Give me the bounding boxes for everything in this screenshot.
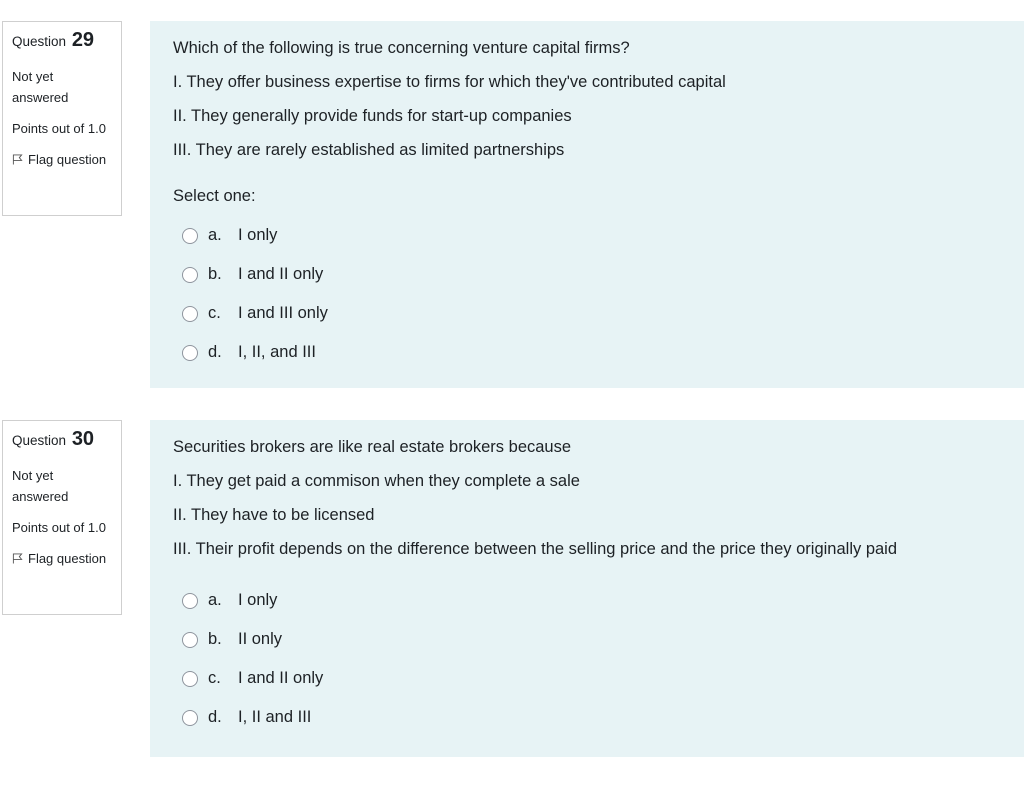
question-state: Not yet answered bbox=[12, 468, 69, 504]
option-text: I, II and III bbox=[238, 708, 312, 726]
option-letter: b. bbox=[208, 630, 222, 648]
radio-button[interactable] bbox=[182, 345, 198, 361]
question-text: Which of the following is true concerning venture capital firms? bbox=[173, 39, 630, 57]
flag-question-link[interactable] bbox=[12, 149, 112, 170]
question-state: Not yet answered bbox=[12, 69, 69, 105]
answer-option-d[interactable] bbox=[173, 333, 1001, 372]
question-content bbox=[150, 420, 1024, 757]
option-text: I and II only bbox=[238, 669, 324, 687]
answer-options bbox=[173, 581, 1001, 737]
select-one-prompt: Select one: bbox=[173, 187, 256, 205]
option-text: I only bbox=[238, 591, 278, 609]
radio-button[interactable] bbox=[182, 632, 198, 648]
option-letter: a. bbox=[208, 226, 222, 244]
option-text: I and III only bbox=[238, 304, 328, 322]
statement-line: III. They are rarely established as limited partnerships bbox=[173, 141, 565, 159]
option-letter: c. bbox=[208, 304, 221, 322]
question-grade: Points out of 1.0 bbox=[12, 520, 106, 535]
radio-button[interactable] bbox=[182, 671, 198, 687]
statement-line: III. Their profit depends on the difference between the selling price and the price they originally paid bbox=[173, 540, 898, 558]
question-num: 29 bbox=[71, 29, 95, 51]
statement-line: II. They have to be licensed bbox=[173, 506, 375, 524]
statement-line: I. They offer business expertise to firms for which they've contributed capital bbox=[173, 73, 726, 91]
option-letter: d. bbox=[208, 343, 222, 361]
option-text: I, II, and III bbox=[238, 343, 316, 361]
answer-option-c[interactable] bbox=[173, 659, 1001, 698]
flag-icon bbox=[12, 553, 23, 564]
option-text: I and II only bbox=[238, 265, 324, 283]
question-number bbox=[12, 30, 112, 52]
question-label: Question bbox=[12, 433, 67, 448]
radio-button[interactable] bbox=[182, 228, 198, 244]
flag-question-link[interactable] bbox=[12, 548, 112, 569]
option-letter: b. bbox=[208, 265, 222, 283]
question-label: Question bbox=[12, 34, 67, 49]
flag-label: Flag question bbox=[28, 551, 107, 566]
radio-button[interactable] bbox=[182, 306, 198, 322]
question-grade: Points out of 1.0 bbox=[12, 121, 106, 136]
option-letter: a. bbox=[208, 591, 222, 609]
answer-option-d[interactable] bbox=[173, 698, 1001, 737]
question-content bbox=[150, 21, 1024, 388]
statement-line: II. They generally provide funds for start-up companies bbox=[173, 107, 572, 125]
radio-button[interactable] bbox=[182, 267, 198, 283]
radio-button[interactable] bbox=[182, 710, 198, 726]
option-letter: d. bbox=[208, 708, 222, 726]
option-letter: c. bbox=[208, 669, 221, 687]
flag-label: Flag question bbox=[28, 152, 107, 167]
answer-option-a[interactable] bbox=[173, 216, 1001, 255]
option-text: I only bbox=[238, 226, 278, 244]
answer-option-b[interactable] bbox=[173, 255, 1001, 294]
option-text: II only bbox=[238, 630, 283, 648]
answer-option-c[interactable] bbox=[173, 294, 1001, 333]
radio-button[interactable] bbox=[182, 593, 198, 609]
answer-options bbox=[173, 216, 1001, 372]
flag-icon bbox=[12, 154, 23, 165]
question-info bbox=[2, 21, 122, 216]
question-number bbox=[12, 429, 112, 451]
question-info bbox=[2, 420, 122, 615]
question-num: 30 bbox=[71, 428, 95, 450]
question-text: Securities brokers are like real estate brokers because bbox=[173, 438, 572, 456]
statement-line: I. They get paid a commison when they complete a sale bbox=[173, 472, 580, 490]
answer-option-b[interactable] bbox=[173, 620, 1001, 659]
answer-option-a[interactable] bbox=[173, 581, 1001, 620]
